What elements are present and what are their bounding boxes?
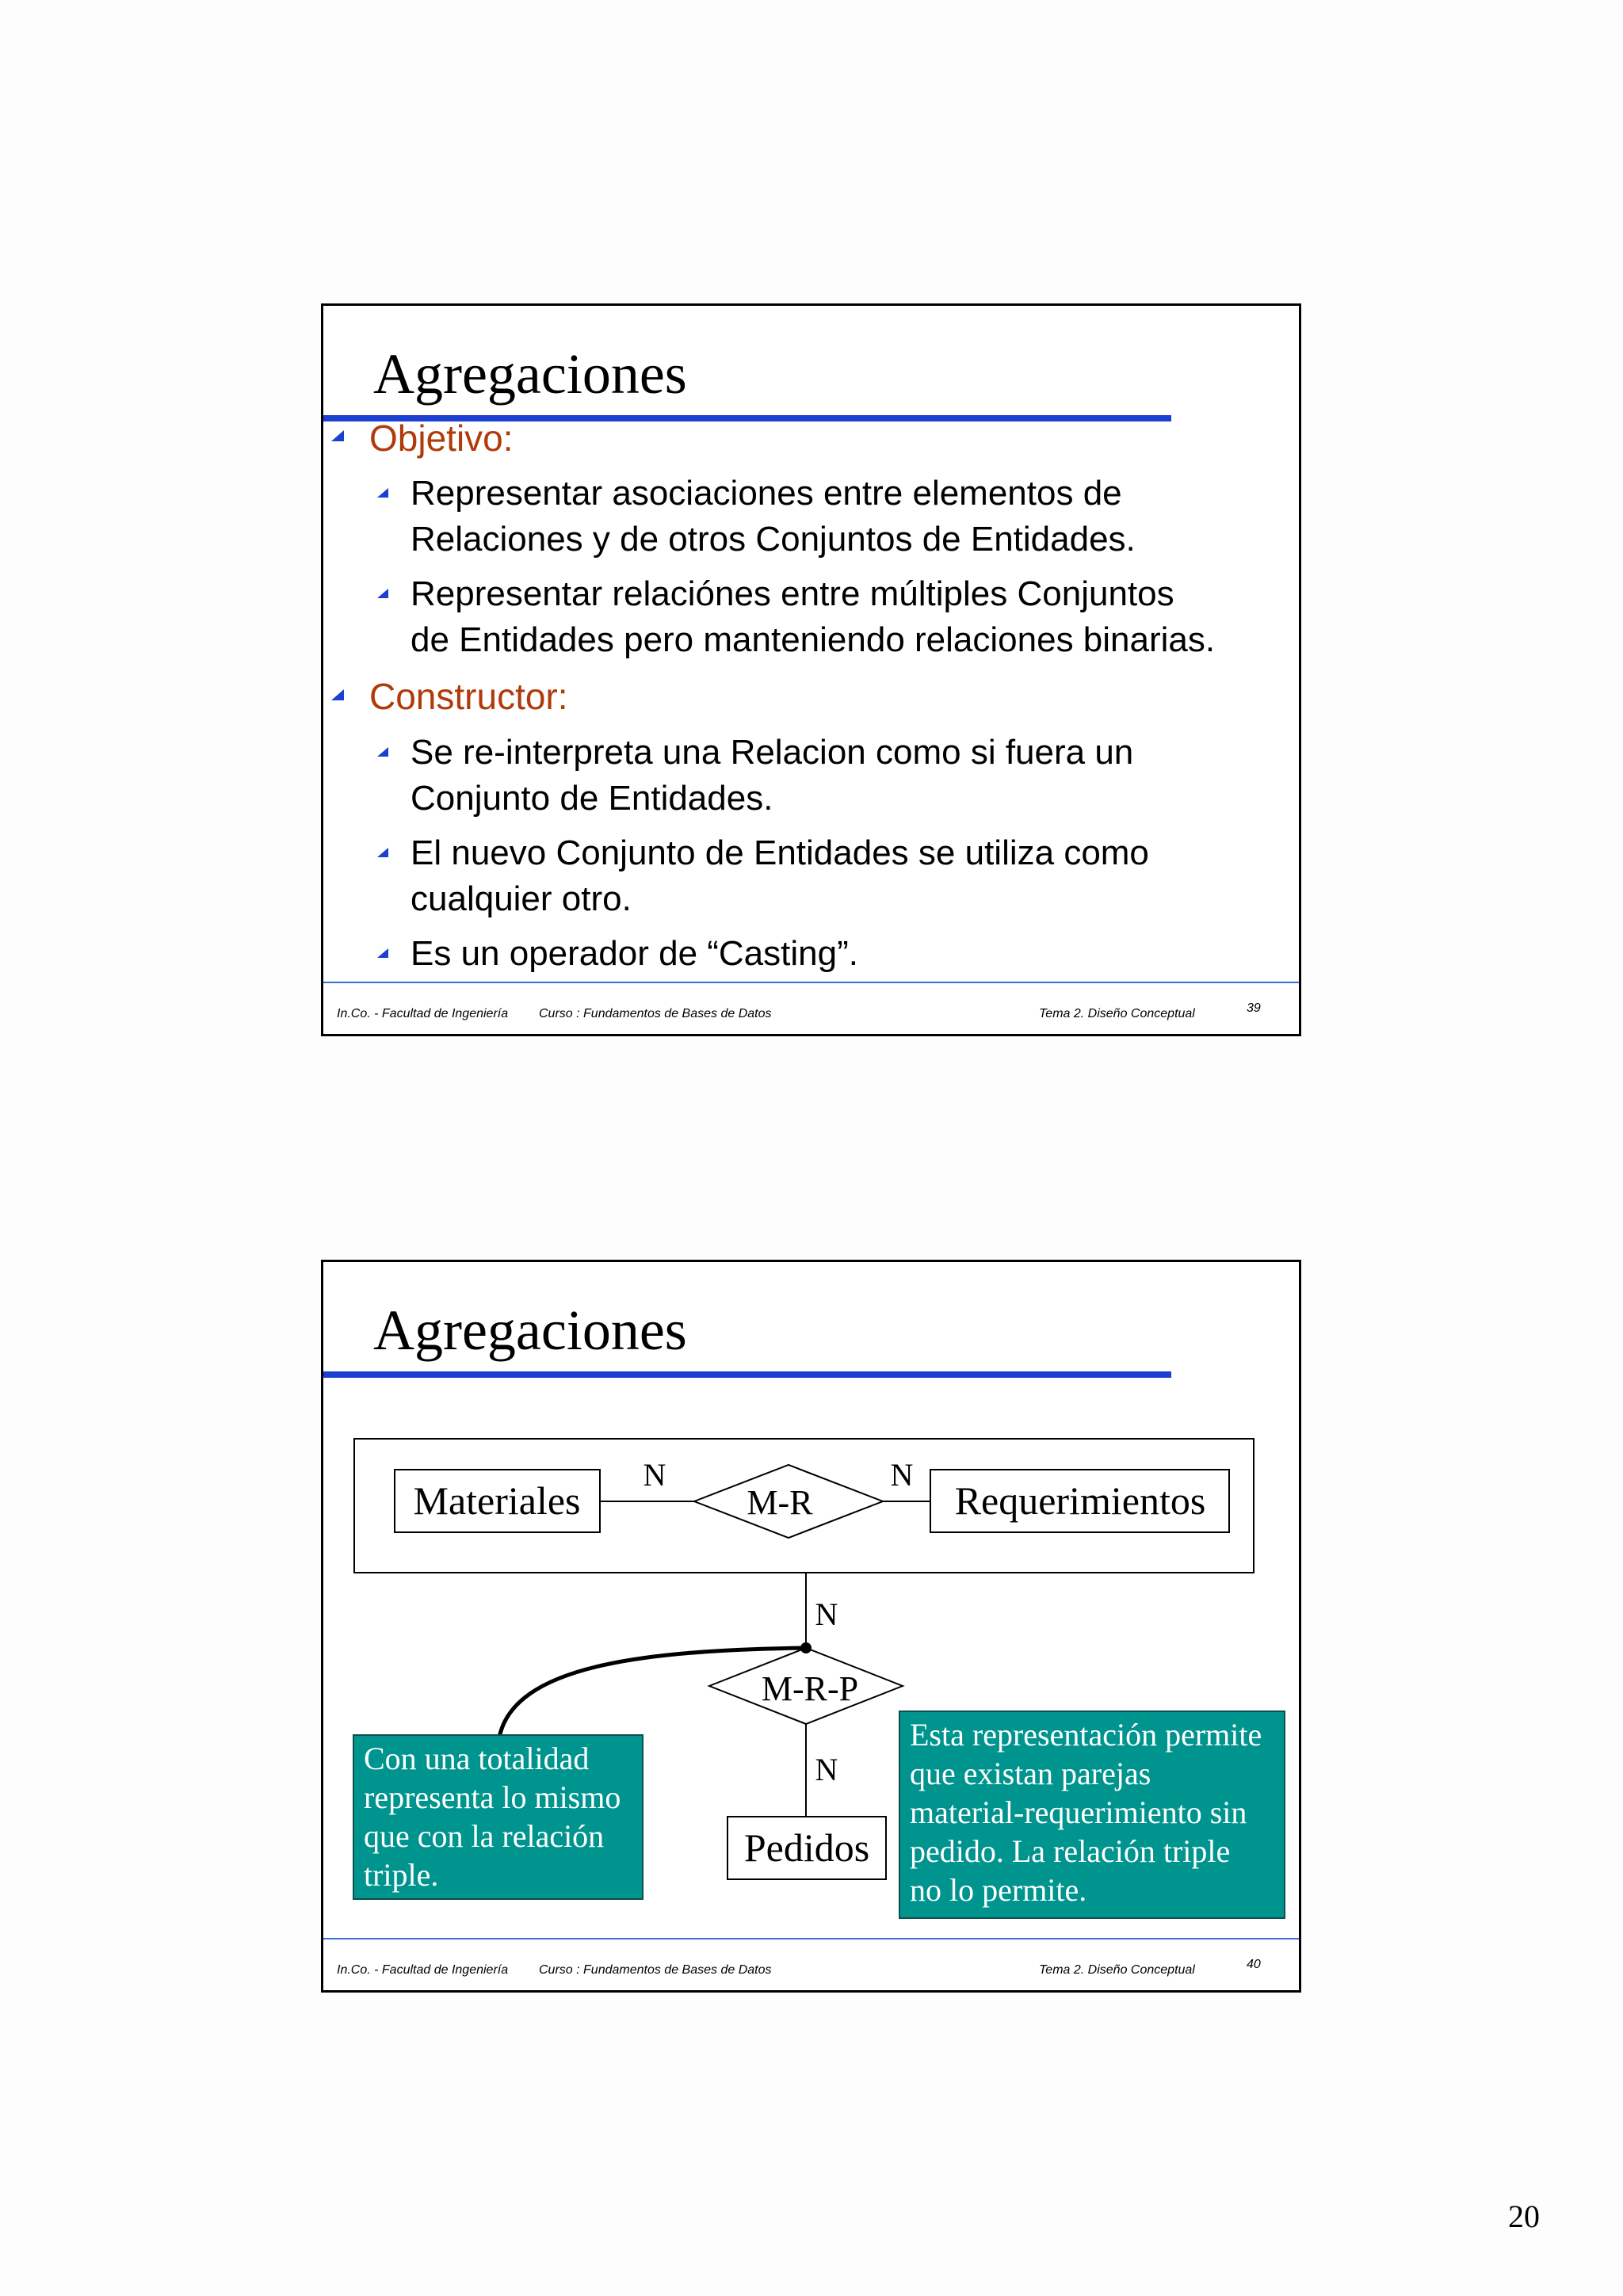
footer-institution: In.Co. - Facultad de Ingeniería — [337, 1007, 509, 1020]
bullet-line: Conjunto de Entidades. — [411, 779, 773, 818]
sub-bullet-icon — [377, 848, 388, 857]
bullet-line: Representar asociaciones entre elementos de — [411, 474, 1122, 513]
totality-dot — [800, 1642, 812, 1653]
note-line: Con una totalidad — [364, 1741, 590, 1776]
bullet-item — [411, 931, 858, 977]
bullet-icon — [331, 430, 344, 441]
footer-topic: Tema 2. Diseño Conceptual — [1039, 1007, 1195, 1020]
note-line: que existan parejas — [910, 1756, 1151, 1791]
section-label-constructor: Constructor: — [369, 676, 568, 717]
note-line: pedido. La relación triple — [910, 1833, 1231, 1869]
sub-bullet-icon — [377, 488, 388, 498]
note-line: no lo permite. — [910, 1872, 1087, 1908]
cardinality-label: N — [890, 1457, 914, 1493]
note-line: que con la relación — [364, 1818, 605, 1854]
cardinality-label: N — [643, 1457, 666, 1493]
slide-39 — [321, 303, 1301, 1036]
bullet-line: El nuevo Conjunto de Entidades se utiliza como — [411, 833, 1149, 872]
bullet-item — [411, 571, 1215, 663]
slide-page-number: 40 — [1247, 1958, 1261, 1971]
bullet-line: cualquier otro. — [411, 879, 632, 918]
slide-title: Agregaciones — [373, 1299, 687, 1362]
cardinality-label: N — [815, 1752, 838, 1787]
slide-40 — [321, 1260, 1301, 1993]
bullet-line: Relaciones y de otros Conjuntos de Entidades. — [411, 520, 1136, 559]
slide-page-number: 39 — [1247, 1001, 1261, 1015]
footer-rule — [323, 1938, 1299, 1939]
footer-course: Curso : Fundamentos de Bases de Datos — [539, 1007, 772, 1020]
note-right — [899, 1711, 1285, 1919]
footer-rule — [323, 982, 1299, 983]
note-line: representa lo mismo — [364, 1779, 621, 1815]
sub-bullet-icon — [377, 948, 388, 958]
note-line: Esta representación permite — [910, 1717, 1262, 1753]
slide-title: Agregaciones — [373, 342, 687, 406]
relationship-label: M-R — [747, 1483, 813, 1522]
bullet-line: Representar relaciónes entre múltiples Conjuntos — [411, 574, 1174, 613]
entity-label: Requerimientos — [954, 1478, 1206, 1523]
relationship-label: M-R-P — [761, 1669, 859, 1708]
page-number: 20 — [1508, 2199, 1540, 2234]
entity-label: Materiales — [413, 1478, 581, 1523]
bullet-item — [411, 471, 1136, 563]
bullet-line: Se re-interpreta una Relacion como si fuera un — [411, 733, 1134, 772]
footer-institution: In.Co. - Facultad de Ingeniería — [337, 1963, 509, 1977]
sub-bullet-icon — [377, 747, 388, 757]
bullet-item — [411, 830, 1149, 922]
note-line: triple. — [364, 1857, 439, 1893]
cardinality-label: N — [815, 1596, 838, 1632]
footer-topic: Tema 2. Diseño Conceptual — [1039, 1963, 1195, 1977]
section-label-objetivo: Objetivo: — [369, 418, 514, 459]
bullet-line: Es un operador de “Casting”. — [411, 934, 858, 973]
sub-bullet-icon — [377, 589, 388, 598]
entity-label: Pedidos — [743, 1825, 870, 1870]
bullet-item — [411, 730, 1133, 822]
note-left — [353, 1734, 643, 1900]
note-line: material-requerimiento sin — [910, 1794, 1247, 1830]
bullet-icon — [331, 689, 344, 700]
footer-course: Curso : Fundamentos de Bases de Datos — [539, 1963, 772, 1977]
bullet-line: de Entidades pero manteniendo relaciones binarias. — [411, 620, 1216, 659]
